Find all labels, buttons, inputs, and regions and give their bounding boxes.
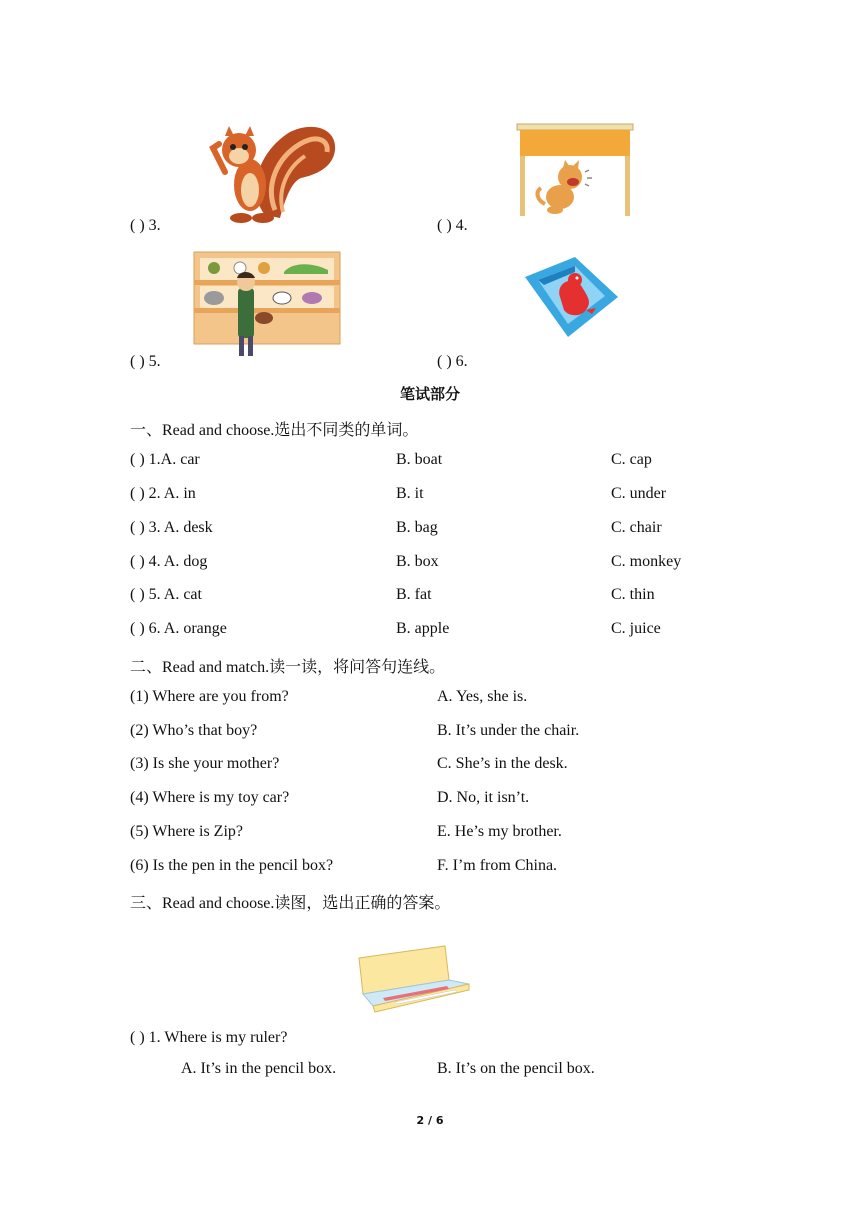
section3-option-a: A. It’s in the pencil box. bbox=[181, 1060, 337, 1077]
option-b: B. apple bbox=[396, 620, 450, 637]
question-number: ( ) 4. A. dog bbox=[130, 553, 208, 570]
listening-item-3: ( ) 3. bbox=[130, 217, 161, 234]
match-answer: A. Yes, she is. bbox=[437, 688, 528, 705]
match-row bbox=[0, 789, 860, 809]
section1-row bbox=[0, 553, 860, 573]
toy-in-box-image bbox=[520, 252, 620, 342]
match-answer: B. It’s under the chair. bbox=[437, 722, 580, 739]
match-question: (4) Where is my toy car? bbox=[130, 789, 290, 806]
section3-option-b: B. It’s on the pencil box. bbox=[437, 1060, 595, 1077]
option-c: C. chair bbox=[611, 519, 662, 536]
option-b: B. box bbox=[396, 553, 439, 570]
option-b: B. it bbox=[396, 485, 424, 502]
section3-title: 三、Read and choose.读图，选出正确的答案。 bbox=[130, 895, 451, 912]
section1-row bbox=[0, 620, 860, 640]
match-answer: C. She’s in the desk. bbox=[437, 755, 568, 772]
question-number: ( ) 5. A. cat bbox=[130, 586, 202, 603]
option-c: C. under bbox=[611, 485, 667, 502]
match-question: (2) Who’s that boy? bbox=[130, 722, 258, 739]
option-b: B. bag bbox=[396, 519, 438, 536]
question-number: ( ) 2. A. in bbox=[130, 485, 196, 502]
question-number: ( ) 3. A. desk bbox=[130, 519, 213, 536]
match-row bbox=[0, 755, 860, 775]
match-answer: F. I’m from China. bbox=[437, 857, 558, 874]
section2-title: 二、Read and match.读一读，将问答句连线。 bbox=[130, 659, 446, 676]
option-c: C. thin bbox=[611, 586, 655, 603]
listening-item-6: ( ) 6. bbox=[437, 353, 468, 370]
section3-question: ( ) 1. Where is my ruler? bbox=[130, 1029, 288, 1046]
option-c: C. monkey bbox=[611, 553, 682, 570]
question-number: ( ) 6. A. orange bbox=[130, 620, 227, 637]
match-row bbox=[0, 857, 860, 877]
match-row bbox=[0, 688, 860, 708]
option-c: C. juice bbox=[611, 620, 661, 637]
match-question: (6) Is the pen in the pencil box? bbox=[130, 857, 334, 874]
cat-under-desk-image bbox=[515, 122, 635, 218]
match-row bbox=[0, 823, 860, 843]
pencil-box-image bbox=[355, 944, 473, 1014]
question-number: ( ) 1.A. car bbox=[130, 451, 200, 468]
match-row bbox=[0, 722, 860, 742]
boy-at-toy-shelf-image bbox=[192, 250, 342, 360]
option-b: B. boat bbox=[396, 451, 443, 468]
page-number: 2 / 6 bbox=[416, 1114, 444, 1127]
section1-row bbox=[0, 451, 860, 471]
match-question: (5) Where is Zip? bbox=[130, 823, 243, 840]
match-answer: E. He’s my brother. bbox=[437, 823, 562, 840]
match-answer: D. No, it isn’t. bbox=[437, 789, 530, 806]
listening-item-4: ( ) 4. bbox=[437, 217, 468, 234]
section1-row bbox=[0, 519, 860, 539]
squirrel-image bbox=[205, 120, 340, 225]
section1-row bbox=[0, 485, 860, 505]
listening-item-5: ( ) 5. bbox=[130, 353, 161, 370]
option-c: C. cap bbox=[611, 451, 652, 468]
option-b: B. fat bbox=[396, 586, 432, 603]
section1-title: 一、Read and choose.选出不同类的单词。 bbox=[130, 422, 419, 439]
match-question: (3) Is she your mother? bbox=[130, 755, 280, 772]
section1-row bbox=[0, 586, 860, 606]
written-part-title: 笔试部分 bbox=[399, 385, 460, 403]
match-question: (1) Where are you from? bbox=[130, 688, 289, 705]
